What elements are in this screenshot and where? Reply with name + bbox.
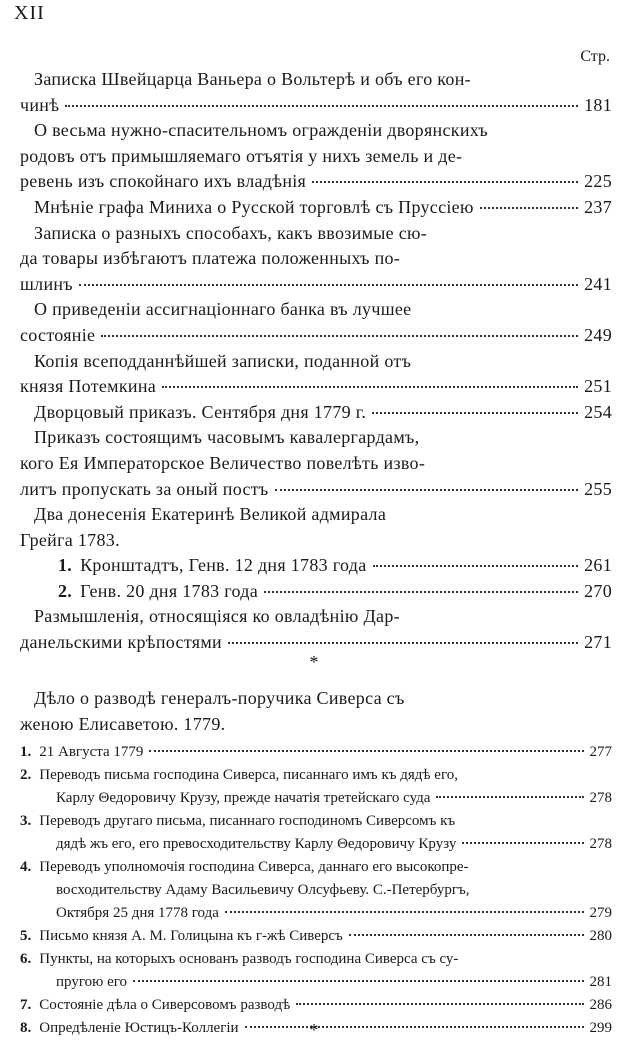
toc-entry-text: Дворцовый приказъ. Сентября дня 1779 г. — [34, 401, 367, 422]
toc-entry — [0, 118, 628, 195]
toc-entry-line — [0, 349, 628, 375]
toc-entry-line — [0, 502, 628, 528]
toc-entry-line — [0, 994, 628, 1017]
dot-leader — [149, 749, 583, 752]
toc-entry-line — [0, 528, 628, 554]
toc-page-number: 237 — [584, 196, 612, 217]
dot-leader — [162, 385, 578, 388]
toc-entry-line — [0, 425, 628, 451]
toc-page-number: 181 — [584, 94, 612, 115]
toc-entry-text: Письмо князя А. М. Голицына къ г-жѣ Сиверсъ — [39, 928, 343, 944]
dot-leader — [133, 979, 583, 982]
toc-entry-text: Записка о разныхъ способахъ, какъ ввозимые сю- — [34, 222, 428, 243]
toc-entry — [0, 856, 628, 925]
toc-entry-text: Мнѣніе графа Миниха о Русской торговлѣ съ Пруссіею — [34, 196, 474, 217]
toc-entry — [0, 553, 628, 579]
toc-entry — [0, 810, 628, 856]
toc-entry-text: шлинъ — [20, 273, 73, 294]
toc-entry — [0, 400, 628, 426]
toc-entry-text: пругою его — [56, 974, 128, 990]
toc-page-number: 281 — [589, 974, 612, 990]
toc-entry-text: 21 Августа 1779 — [39, 744, 144, 760]
toc-entry — [0, 67, 628, 118]
toc-entry — [0, 579, 628, 605]
toc-page-number: 278 — [589, 790, 612, 806]
toc-entry-line — [0, 323, 628, 349]
toc-entry-text: Переводъ письма господина Сиверса, писаннаго имъ къ дядѣ его, — [39, 767, 458, 783]
toc-entry — [0, 764, 628, 810]
toc-entry-line — [0, 787, 628, 810]
toc-page-number: 286 — [589, 997, 612, 1013]
dot-leader — [312, 180, 578, 183]
toc-page-number: 251 — [584, 376, 612, 397]
toc-entry-line — [0, 810, 628, 833]
toc-entry-text: да товары избѣгаютъ платежа положенныхъ по- — [20, 248, 401, 269]
toc-entry-line — [0, 169, 628, 195]
toc-entry-line — [0, 93, 628, 119]
toc-entry-text: дядѣ жъ его, его превосходительству Карлу Θедоровичу Крузу — [56, 836, 457, 852]
toc-entry-line — [0, 741, 628, 764]
toc-main-list — [0, 67, 628, 656]
toc-page-number: 271 — [584, 632, 612, 653]
toc-entry-line — [0, 272, 628, 298]
toc-entry — [0, 925, 628, 948]
toc-entry-line — [0, 400, 628, 426]
dot-leader — [373, 564, 579, 567]
toc-entry — [0, 425, 628, 502]
toc-entry-text: О весьма нужно-спасительномъ огражденіи дворянскихъ — [34, 120, 488, 141]
dot-leader — [79, 283, 578, 286]
toc-page-number: 249 — [584, 324, 612, 345]
toc-page-number: 277 — [589, 744, 612, 760]
toc-entry-number: 2. — [20, 767, 32, 783]
section-title-line: женою Елисаветою. 1779. — [20, 713, 226, 734]
toc-entry-number: 4. — [20, 859, 32, 875]
toc-entry-number: 1. — [58, 555, 73, 576]
toc-entry — [0, 741, 628, 764]
separator-star-end: * — [309, 1020, 319, 1040]
toc-entry-line — [0, 477, 628, 503]
toc-entry — [0, 297, 628, 348]
toc-page-number: 299 — [589, 1020, 612, 1036]
toc-page-number: 241 — [584, 273, 612, 294]
dot-leader — [462, 841, 583, 844]
toc-entry-text: Опредѣленіе Юстицъ-Коллегіи — [39, 1020, 239, 1036]
toc-entry-line — [0, 833, 628, 856]
toc-entry-line — [0, 246, 628, 272]
toc-entry-line — [0, 579, 628, 605]
toc-entry-text: Копія всеподданнѣйшей записки, поданной отъ — [34, 350, 412, 371]
section-title-line: Дѣло о разводѣ генералъ-поручика Сиверса съ — [34, 688, 405, 708]
toc-entry-text: Пункты, на которыхъ основанъ разводъ господина Сиверса съ су- — [39, 951, 459, 967]
toc-page-number: 254 — [584, 401, 612, 422]
toc-entry — [0, 604, 628, 655]
toc-entry-line — [0, 948, 628, 971]
toc-entry — [0, 994, 628, 1017]
dot-leader — [225, 910, 584, 913]
toc-entry-line — [0, 374, 628, 400]
separator-star: * — [309, 652, 319, 672]
toc-entry-line — [0, 221, 628, 247]
toc-entry-text: Переводъ уполномочія господина Сиверса, даннаго его высокопре- — [39, 859, 469, 875]
dot-leader — [436, 795, 583, 798]
toc-entry — [0, 349, 628, 400]
toc-entry-number: 7. — [20, 997, 32, 1013]
toc-entry-line — [0, 144, 628, 170]
toc-entry-number: 8. — [20, 1020, 32, 1036]
dot-leader — [349, 933, 584, 936]
toc-entry-text: родовъ отъ примышляемаго отъятія у нихъ земель и де- — [20, 145, 463, 166]
dot-leader — [275, 488, 579, 491]
toc-page-number: 279 — [589, 905, 612, 921]
toc-page-number: 270 — [584, 580, 612, 601]
toc-entry-line — [0, 67, 628, 93]
toc-entry — [0, 502, 628, 553]
toc-entry-text: Карлу Θедоровичу Крузу, прежде начатія третейскаго суда — [56, 790, 431, 806]
toc-entry-text: Приказъ состоящимъ часовымъ кавалергардамъ, — [34, 427, 420, 448]
toc-entry-number: 1. — [20, 744, 32, 760]
toc-entry-line — [0, 925, 628, 948]
toc-entry-number: 5. — [20, 928, 32, 944]
toc-entry-text: Размышленія, относящіяся ко овладѣнію Дар- — [34, 606, 400, 627]
toc-page-number: 225 — [584, 171, 612, 192]
toc-page-number: 280 — [589, 928, 612, 944]
toc-entry-line — [0, 764, 628, 787]
toc-entry — [0, 195, 628, 221]
toc-entry-text: Октября 25 дня 1778 года — [56, 905, 219, 921]
toc-entry-text: князя Потемкина — [20, 376, 157, 397]
toc-entry-text: Переводъ другаго письма, писаннаго господиномъ Сиверсомъ къ — [39, 813, 456, 829]
toc-entry-text: Кронштадтъ, Генв. 12 дня 1783 года — [80, 555, 367, 576]
toc-entry-text: чинѣ — [20, 94, 60, 115]
toc-entry-line — [0, 195, 628, 221]
toc-entry-number: 6. — [20, 951, 32, 967]
toc-entry-line — [0, 451, 628, 477]
section-title — [0, 686, 628, 737]
toc-entry — [0, 221, 628, 298]
toc-entry-text: Генв. 20 дня 1783 года — [80, 580, 258, 601]
toc-entry-text: Два донесенія Екатеринѣ Великой адмирала — [34, 504, 387, 525]
toc-entry-line — [0, 902, 628, 925]
toc-entry-line — [0, 971, 628, 994]
toc-entry-text: кого Ея Императорское Величество повелѣть изво- — [20, 452, 426, 473]
toc-entry-text: литъ пропускать за оный постъ — [20, 478, 269, 499]
toc-entry-line — [0, 856, 628, 879]
toc-entry-line — [0, 553, 628, 579]
toc-page-number: 255 — [584, 478, 612, 499]
toc-entry-line — [0, 879, 628, 902]
toc-entry-number: 3. — [20, 813, 32, 829]
toc-section-list — [0, 741, 628, 1040]
dot-leader — [65, 104, 578, 107]
toc-entry-number: 2. — [58, 580, 73, 601]
dot-leader — [264, 590, 578, 593]
toc-entry-text: Грейга 1783. — [20, 529, 120, 550]
dot-leader — [480, 206, 578, 209]
dot-leader — [296, 1002, 583, 1005]
toc-entry-line — [0, 118, 628, 144]
toc-page-number: 261 — [584, 555, 612, 576]
dot-leader — [228, 641, 578, 644]
page-number: XII — [14, 2, 45, 24]
dot-leader — [101, 334, 578, 337]
toc-entry-text: О приведеніи ассигнаціоннаго банка въ лучшее — [34, 299, 412, 320]
page-column-header: Стр. — [580, 48, 610, 65]
toc-page-number: 278 — [589, 836, 612, 852]
toc-entry-line — [0, 604, 628, 630]
toc-entry-text: состояніе — [20, 324, 96, 345]
toc-entry-text: Состояніе дѣла о Сиверсовомъ разводѣ — [39, 997, 291, 1013]
toc-entry-text: ревень изъ спокойнаго ихъ владѣнія — [20, 171, 307, 192]
toc-entry-text: Записка Швейцарца Ваньера о Вольтерѣ и объ его кон- — [34, 69, 471, 89]
toc-entry-text: восходительству Адаму Васильевичу Олсуфьеву. С.-Петербургъ, — [56, 882, 470, 898]
toc-entry-line — [0, 297, 628, 323]
toc-entry-text: данельскими крѣпостями — [20, 632, 222, 653]
dot-leader — [372, 411, 578, 414]
toc-entry — [0, 948, 628, 994]
